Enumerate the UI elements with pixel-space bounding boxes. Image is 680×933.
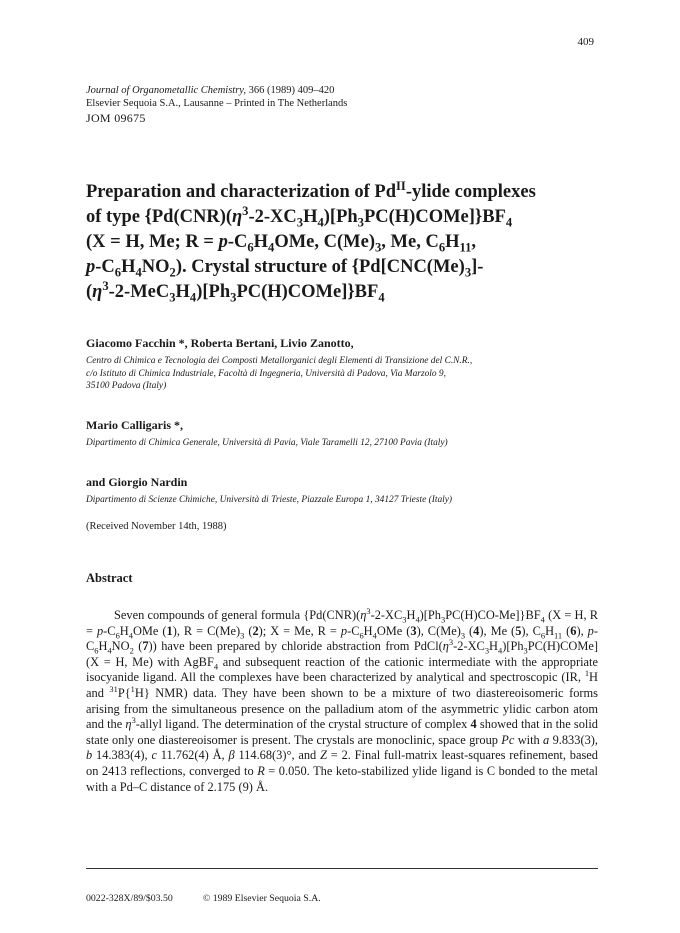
abstract-heading: Abstract <box>86 571 133 585</box>
journal-citation <box>86 84 347 97</box>
title-line-3: (X = H, Me; $R = p-C_6H_4OMe$, $C(Me)_3$, Me, $C_6H_{11}$, <box>86 232 477 255</box>
footer-rule <box>86 868 598 869</box>
author-names: Giacomo Facchin *, Roberta Bertani, Livio Zanotto, <box>86 336 354 350</box>
issn-code: 0022-328X/89/$03.50 <box>86 893 173 904</box>
author-names: Mario Calligaris *, <box>86 418 183 432</box>
title-line-4: $p-C_6H_4NO_2$). Crystal structure of {$Pd[CNC(Me)_3]-$ <box>86 257 484 280</box>
journal-header <box>86 84 347 110</box>
author-group-1 <box>86 336 616 393</box>
author-group-3 <box>86 475 616 507</box>
author-names: and Giorgio Nardin <box>86 475 188 489</box>
affiliation: Dipartimento di Chimica Generale, Università di Pavia, Viale Taramelli 12, 27100 Pavia (Italy) <box>86 438 448 448</box>
received-date: (Received November 14th, 1988) <box>86 521 227 532</box>
title-line-2: of type $\{Pd(CNR)(\eta^3-2-XC_3H_4)[Ph_3PC(H)COMe]\}BF_4$ <box>86 203 513 230</box>
page-number: 409 <box>577 36 594 48</box>
journal-volume: 366 (1989) 409–420 <box>248 85 335 96</box>
affiliation: Centro di Chimica e Tecnologia dei Composti Metallorganici degli Elementi di Transizione del C.N.R., c/o Istituto di Chimica Industriale, Facoltà di Ingegneria, Università di Padova, Via Marzolo 9, 35100 Padova (Italy) <box>86 356 473 392</box>
abstract-text: Seven compounds of general formula $\{Pd(CNR)(\eta^3-2-XC_3H_4)[Ph_3PC(H)CO-Me]\}BF_4$ (X = H, $R = p-C_6H_4OMe$ (1), $R = C(Me)_3$ (2); X = Me, $R = p-C_6H_4OMe$ (3), $C(Me)_3$ (4), Me (5), $C_6H_{11}$ (6), $p-C_6H_4NO_2$ (7)) have been prepared by chloride abstraction from $PdCl(\eta^3-2-XC_3H_4)[Ph_3PC(H)COMe] (X = H$, Me) with AgBF$_4$ and subsequent reaction of the cationic intermediate with the appropriate isocyanide ligand. All the complexes have been characterized by analytical and spectroscopic (IR, $^1$H and $^{31}$P{$^1$H} NMR) data. They have been shown to be a mixture of two diastereoisomeric forms arising from the simultaneous presence on the palladium atom of the asymmetric ylidic carbon atom and the $\eta^3$-allyl ligand. The determination of the crystal structure of complex 4 showed that in the solid state only one diastereoisomer is present. The crystals are monoclinic, space group Pc with a 9.833(3), b 14.383(4), c 11.762(4) Å, β 114.68(3)°, and Z = 2. Final full-matrix least-squares refinement, based on 2413 reflections, converged to R = 0.050. The keto-stabilized ylide ligand is C bonded to the metal with a Pd–C distance of 2.175 (9) Å. <box>86 605 598 794</box>
affiliation: Dipartimento di Scienze Chimiche, Università di Trieste, Piazzale Europa 1, 34127 Trieste (Italy) <box>86 495 453 505</box>
jom-code: JOM 09675 <box>86 111 146 125</box>
publisher-line: Elsevier Sequoia S.A., Lausanne – Printed in The Netherlands <box>86 98 348 109</box>
article-title <box>86 180 616 305</box>
title-line-5: $(\eta^3-2-MeC_3H_4)[Ph_3PC(H)COMe]\}BF_4$ <box>86 278 385 305</box>
footer <box>86 893 321 904</box>
title-line-1: Preparation and characterization of $Pd^{II}$-ylide complexes <box>86 178 536 202</box>
author-group-2 <box>86 418 616 450</box>
copyright-notice: © 1989 Elsevier Sequoia S.A. <box>202 893 321 904</box>
journal-name: Journal of Organometallic Chemistry, <box>86 85 247 96</box>
